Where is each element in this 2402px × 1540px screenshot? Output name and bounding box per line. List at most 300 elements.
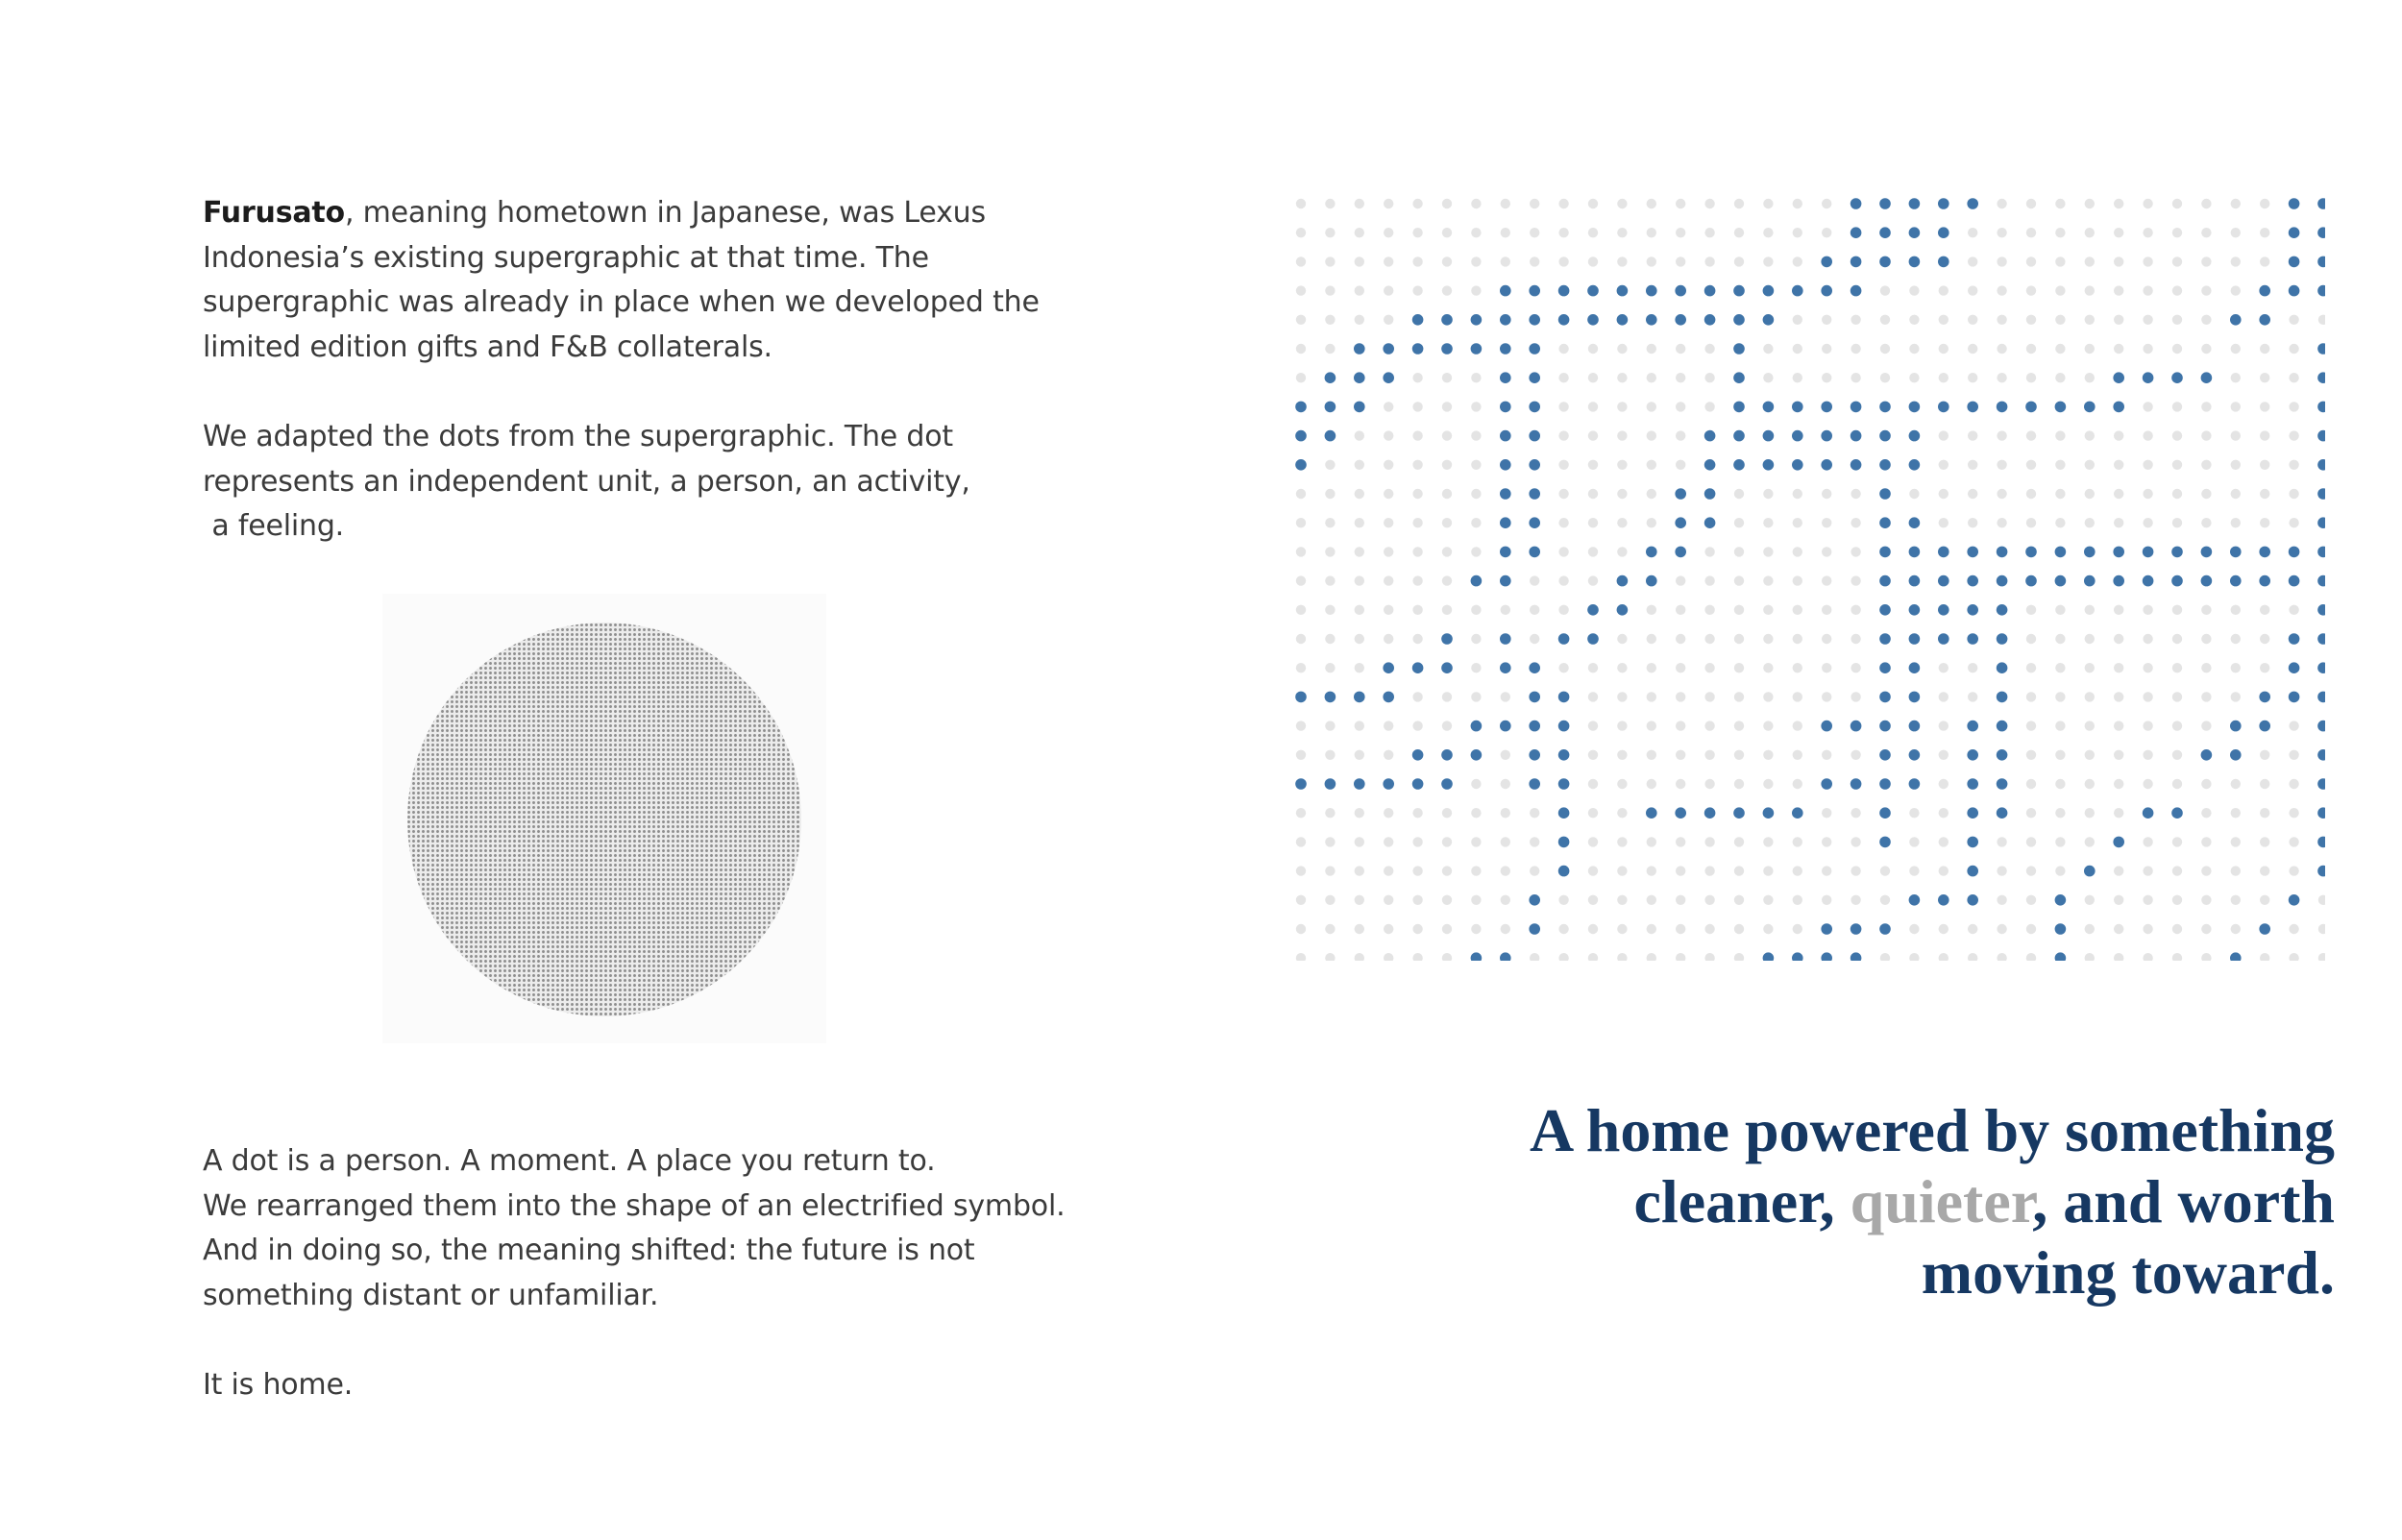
inactive-dot	[2085, 344, 2095, 354]
inactive-dot	[1734, 779, 1744, 789]
inactive-dot	[1530, 228, 1539, 237]
active-dot	[2055, 547, 2067, 558]
inactive-dot	[1734, 953, 1744, 961]
inactive-dot	[1384, 430, 1393, 440]
inactive-dot	[1442, 605, 1452, 615]
active-dot	[1909, 402, 1921, 413]
inactive-dot	[2114, 692, 2123, 701]
inactive-dot	[1909, 344, 1919, 354]
inactive-dot	[1851, 837, 1860, 846]
dot-supergraphic	[1287, 192, 2325, 961]
inactive-dot	[1355, 460, 1364, 470]
active-dot	[1646, 807, 1657, 819]
inactive-dot	[1676, 779, 1685, 789]
inactive-dot	[1355, 634, 1364, 644]
active-dot	[1295, 459, 1307, 471]
inactive-dot	[1997, 953, 2006, 961]
inactive-dot	[2055, 779, 2065, 789]
active-dot	[1529, 662, 1540, 673]
active-dot	[2230, 952, 2242, 961]
inactive-dot	[2172, 460, 2182, 470]
inactive-dot	[1704, 634, 1714, 644]
inactive-dot	[2260, 837, 2269, 846]
inactive-dot	[2085, 895, 2095, 905]
active-dot	[1617, 575, 1629, 587]
inactive-dot	[2143, 199, 2152, 208]
inactive-dot	[1793, 547, 1802, 556]
inactive-dot	[1734, 489, 1744, 499]
active-dot	[1704, 807, 1716, 819]
active-dot	[1879, 430, 1891, 442]
inactive-dot	[2026, 895, 2036, 905]
inactive-dot	[1558, 953, 1568, 961]
inactive-dot	[1676, 257, 1685, 266]
active-dot	[1646, 575, 1657, 587]
inactive-dot	[1617, 663, 1627, 672]
inactive-dot	[1558, 575, 1568, 585]
dots-line-1: We adapted the dots from the supergraphic. The dot	[203, 420, 953, 453]
headline-muted-word: quieter	[1850, 1167, 2033, 1235]
active-dot	[1383, 372, 1394, 383]
inactive-dot	[1997, 895, 2006, 905]
inactive-dot	[1793, 373, 1802, 382]
active-dot	[2317, 402, 2325, 413]
inactive-dot	[2026, 837, 2036, 846]
inactive-dot	[2201, 663, 2211, 672]
active-dot	[1967, 894, 1978, 906]
inactive-dot	[1442, 924, 1452, 934]
inactive-dot	[1384, 518, 1393, 527]
active-dot	[1412, 662, 1424, 673]
inactive-dot	[2055, 634, 2065, 644]
inactive-dot	[1793, 257, 1802, 266]
inactive-dot	[1822, 634, 1831, 644]
active-dot	[1938, 604, 1949, 616]
inactive-dot	[1355, 430, 1364, 440]
inactive-dot	[1442, 575, 1452, 585]
active-dot	[2201, 575, 2213, 587]
inactive-dot	[2318, 953, 2325, 961]
inactive-dot	[1851, 808, 1860, 818]
active-dot	[2230, 749, 2242, 761]
active-dot	[1851, 778, 1862, 790]
active-dot	[1997, 402, 2008, 413]
inactive-dot	[1763, 605, 1773, 615]
active-dot	[1997, 662, 2008, 673]
inactive-dot	[1763, 547, 1773, 556]
inactive-dot	[1471, 837, 1481, 846]
inactive-dot	[1530, 837, 1539, 846]
inactive-dot	[2114, 315, 2123, 325]
active-dot	[1500, 402, 1511, 413]
inactive-dot	[2085, 953, 2095, 961]
inactive-dot	[1442, 547, 1452, 556]
inactive-dot	[1704, 575, 1714, 585]
inactive-dot	[1997, 489, 2006, 499]
active-dot	[1879, 749, 1891, 761]
inactive-dot	[1296, 257, 1306, 266]
electrified-dot-pattern-icon	[1287, 192, 2325, 961]
inactive-dot	[1588, 518, 1598, 527]
inactive-dot	[2231, 779, 2241, 789]
inactive-dot	[1704, 344, 1714, 354]
active-dot	[2317, 459, 2325, 471]
inactive-dot	[1968, 228, 1977, 237]
active-dot	[1704, 459, 1716, 471]
inactive-dot	[1880, 285, 1890, 295]
inactive-dot	[2114, 605, 2123, 615]
inactive-dot	[2260, 895, 2269, 905]
inactive-dot	[1704, 605, 1714, 615]
active-dot	[2317, 807, 2325, 819]
active-dot	[1500, 721, 1511, 732]
active-dot	[1558, 633, 1570, 645]
active-dot	[2289, 894, 2300, 906]
active-dot	[1879, 923, 1891, 935]
closing-line: It is home.	[203, 1368, 354, 1402]
active-dot	[1792, 952, 1803, 961]
active-dot	[1529, 372, 1540, 383]
inactive-dot	[1501, 924, 1510, 934]
active-dot	[2230, 547, 2242, 558]
inactive-dot	[1296, 575, 1306, 585]
inactive-dot	[1471, 430, 1481, 440]
inactive-dot	[1355, 228, 1364, 237]
active-dot	[1558, 721, 1570, 732]
inactive-dot	[2201, 953, 2211, 961]
inactive-dot	[1588, 866, 1598, 875]
inactive-dot	[1676, 866, 1685, 875]
inactive-dot	[1909, 808, 1919, 818]
inactive-dot	[1851, 750, 1860, 760]
inactive-dot	[2026, 518, 2036, 527]
active-dot	[2143, 372, 2154, 383]
inactive-dot	[2172, 430, 2182, 440]
inactive-dot	[1617, 837, 1627, 846]
active-dot	[2289, 547, 2300, 558]
active-dot	[2055, 575, 2067, 587]
inactive-dot	[1968, 518, 1977, 527]
inactive-dot	[2201, 837, 2211, 846]
inactive-dot	[2026, 373, 2036, 382]
inactive-dot	[1763, 692, 1773, 701]
inactive-dot	[1296, 605, 1306, 615]
inactive-dot	[2026, 344, 2036, 354]
inactive-dot	[2085, 779, 2095, 789]
inactive-dot	[1763, 866, 1773, 875]
inactive-dot	[1763, 750, 1773, 760]
inactive-dot	[1325, 575, 1335, 585]
inactive-dot	[2143, 460, 2152, 470]
inactive-dot	[1412, 402, 1422, 411]
active-dot	[2317, 372, 2325, 383]
inactive-dot	[1676, 953, 1685, 961]
active-dot	[1704, 517, 1716, 528]
inactive-dot	[1355, 605, 1364, 615]
inactive-dot	[1939, 779, 1949, 789]
inactive-dot	[2026, 285, 2036, 295]
inactive-dot	[2172, 228, 2182, 237]
inactive-dot	[1676, 199, 1685, 208]
inactive-dot	[1412, 430, 1422, 440]
inactive-dot	[1939, 808, 1949, 818]
inactive-dot	[1851, 489, 1860, 499]
inactive-dot	[1412, 575, 1422, 585]
inactive-dot	[2026, 808, 2036, 818]
inactive-dot	[1793, 721, 1802, 730]
inactive-dot	[2055, 460, 2065, 470]
inactive-dot	[1412, 518, 1422, 527]
active-dot	[1821, 285, 1832, 297]
inactive-dot	[1501, 837, 1510, 846]
inactive-dot	[1384, 575, 1393, 585]
inactive-dot	[2055, 663, 2065, 672]
inactive-dot	[1647, 518, 1656, 527]
inactive-dot	[1734, 924, 1744, 934]
inactive-dot	[2260, 257, 2269, 266]
inactive-dot	[1647, 750, 1656, 760]
dots-line-3: a feeling.	[203, 509, 344, 543]
inactive-dot	[1412, 721, 1422, 730]
inactive-dot	[1296, 924, 1306, 934]
inactive-dot	[2143, 692, 2152, 701]
inactive-dot	[2143, 953, 2152, 961]
inactive-dot	[1558, 895, 1568, 905]
inactive-dot	[1617, 199, 1627, 208]
inactive-dot	[2172, 692, 2182, 701]
active-dot	[1763, 314, 1775, 326]
active-dot	[2230, 575, 2242, 587]
inactive-dot	[2085, 228, 2095, 237]
active-dot	[2171, 807, 2183, 819]
active-dot	[1675, 285, 1686, 297]
inactive-dot	[1325, 721, 1335, 730]
dots-paragraph	[203, 415, 970, 550]
inactive-dot	[2260, 460, 2269, 470]
inactive-dot	[1734, 866, 1744, 875]
inactive-dot	[1997, 228, 2006, 237]
inactive-dot	[1822, 547, 1831, 556]
inactive-dot	[1763, 663, 1773, 672]
inactive-dot	[1763, 373, 1773, 382]
active-dot	[1529, 430, 1540, 442]
active-dot	[1967, 198, 1978, 209]
inactive-dot	[1325, 199, 1335, 208]
inactive-dot	[2201, 285, 2211, 295]
inactive-dot	[1763, 199, 1773, 208]
inactive-dot	[1793, 575, 1802, 585]
active-dot	[1587, 314, 1599, 326]
inactive-dot	[2289, 924, 2298, 934]
inactive-dot	[1384, 837, 1393, 846]
inactive-dot	[1647, 866, 1656, 875]
inactive-dot	[2114, 285, 2123, 295]
inactive-dot	[2231, 285, 2241, 295]
inactive-dot	[2201, 895, 2211, 905]
inactive-dot	[1793, 895, 1802, 905]
active-dot	[1821, 952, 1832, 961]
active-dot	[1529, 894, 1540, 906]
active-dot	[1851, 721, 1862, 732]
inactive-dot	[1676, 228, 1685, 237]
inactive-dot	[1763, 721, 1773, 730]
active-dot	[1325, 692, 1336, 703]
active-dot	[1529, 459, 1540, 471]
inactive-dot	[2085, 634, 2095, 644]
inactive-dot	[2260, 605, 2269, 615]
active-dot	[1383, 343, 1394, 354]
active-dot	[1997, 749, 2008, 761]
active-dot	[1821, 778, 1832, 790]
inactive-dot	[1471, 402, 1481, 411]
active-dot	[1967, 837, 1978, 848]
inactive-dot	[1296, 518, 1306, 527]
dots-line-2: represents an independent unit, a person, an activity,	[203, 464, 970, 499]
inactive-dot	[1793, 750, 1802, 760]
active-dot	[1412, 778, 1424, 790]
active-dot	[1851, 430, 1862, 442]
inactive-dot	[1968, 460, 1977, 470]
active-dot	[1821, 721, 1832, 732]
inactive-dot	[2143, 228, 2152, 237]
inactive-dot	[2172, 489, 2182, 499]
inactive-dot	[2055, 430, 2065, 440]
inactive-dot	[2114, 721, 2123, 730]
active-dot	[1529, 692, 1540, 703]
inactive-dot	[1588, 779, 1598, 789]
active-dot	[1558, 778, 1570, 790]
inactive-dot	[2114, 663, 2123, 672]
inactive-dot	[2231, 373, 2241, 382]
inactive-dot	[2143, 779, 2152, 789]
inactive-dot	[2231, 460, 2241, 470]
inactive-dot	[1997, 924, 2006, 934]
inactive-dot	[2085, 199, 2095, 208]
inactive-dot	[1676, 402, 1685, 411]
active-dot	[1529, 923, 1540, 935]
inactive-dot	[1704, 692, 1714, 701]
inactive-dot	[2201, 199, 2211, 208]
inactive-dot	[1471, 634, 1481, 644]
inactive-dot	[1355, 721, 1364, 730]
inactive-dot	[2143, 924, 2152, 934]
active-dot	[1354, 343, 1365, 354]
active-dot	[2025, 402, 2037, 413]
inactive-dot	[2289, 866, 2298, 875]
inactive-dot	[1704, 750, 1714, 760]
active-dot	[1879, 227, 1891, 238]
headline-line-3: moving toward.	[1921, 1238, 2335, 1307]
inactive-dot	[1647, 692, 1656, 701]
active-dot	[1997, 778, 2008, 790]
inactive-dot	[1704, 663, 1714, 672]
inactive-dot	[1617, 750, 1627, 760]
inactive-dot	[1296, 866, 1306, 875]
active-dot	[2201, 372, 2213, 383]
active-dot	[1500, 343, 1511, 354]
inactive-dot	[1501, 605, 1510, 615]
headline-line-1: A home powered by something	[1530, 1096, 2335, 1164]
inactive-dot	[2201, 634, 2211, 644]
inactive-dot	[1704, 373, 1714, 382]
inactive-dot	[2085, 692, 2095, 701]
inactive-dot	[2026, 489, 2036, 499]
active-dot	[1851, 459, 1862, 471]
active-dot	[2317, 343, 2325, 354]
inactive-dot	[1442, 489, 1452, 499]
active-dot	[2317, 866, 2325, 877]
active-dot	[2201, 547, 2213, 558]
active-dot	[2171, 547, 2183, 558]
inactive-dot	[2318, 924, 2325, 934]
inactive-dot	[2143, 518, 2152, 527]
inactive-dot	[1412, 634, 1422, 644]
active-dot	[1471, 343, 1483, 354]
inactive-dot	[1558, 199, 1568, 208]
active-dot	[1997, 547, 2008, 558]
inactive-dot	[1325, 750, 1335, 760]
inactive-dot	[1939, 460, 1949, 470]
active-dot	[1617, 314, 1629, 326]
active-dot	[2201, 749, 2213, 761]
active-dot	[1938, 894, 1949, 906]
inactive-dot	[1471, 489, 1481, 499]
inactive-dot	[1617, 257, 1627, 266]
inactive-dot	[1647, 634, 1656, 644]
inactive-dot	[2289, 605, 2298, 615]
active-dot	[1909, 257, 1921, 268]
inactive-dot	[1558, 460, 1568, 470]
inactive-dot	[1939, 518, 1949, 527]
active-dot	[2259, 547, 2270, 558]
inactive-dot	[2201, 924, 2211, 934]
inactive-dot	[2172, 779, 2182, 789]
inactive-dot	[1851, 692, 1860, 701]
active-dot	[1909, 517, 1921, 528]
inactive-dot	[2260, 518, 2269, 527]
active-dot	[1851, 952, 1862, 961]
active-dot	[1558, 807, 1570, 819]
inactive-dot	[1617, 866, 1627, 875]
intro-line-4: limited edition gifts and F&B collaterals.	[203, 330, 772, 364]
inactive-dot	[1325, 953, 1335, 961]
inactive-dot	[1412, 837, 1422, 846]
inactive-dot	[1704, 837, 1714, 846]
active-dot	[1879, 488, 1891, 500]
inactive-dot	[1793, 924, 1802, 934]
inactive-dot	[1763, 779, 1773, 789]
active-dot	[1354, 692, 1365, 703]
active-dot	[1938, 547, 1949, 558]
inactive-dot	[2201, 866, 2211, 875]
inactive-dot	[1822, 895, 1831, 905]
active-dot	[2259, 721, 2270, 732]
inactive-dot	[1676, 344, 1685, 354]
active-dot	[1529, 721, 1540, 732]
inactive-dot	[1997, 518, 2006, 527]
inactive-dot	[2085, 808, 2095, 818]
inactive-dot	[2201, 460, 2211, 470]
active-dot	[2317, 547, 2325, 558]
inactive-dot	[1822, 605, 1831, 615]
inactive-dot	[1822, 866, 1831, 875]
inactive-dot	[1704, 866, 1714, 875]
inactive-dot	[1471, 460, 1481, 470]
inactive-dot	[2260, 489, 2269, 499]
inactive-dot	[1384, 634, 1393, 644]
inactive-dot	[1997, 373, 2006, 382]
inactive-dot	[1880, 895, 1890, 905]
